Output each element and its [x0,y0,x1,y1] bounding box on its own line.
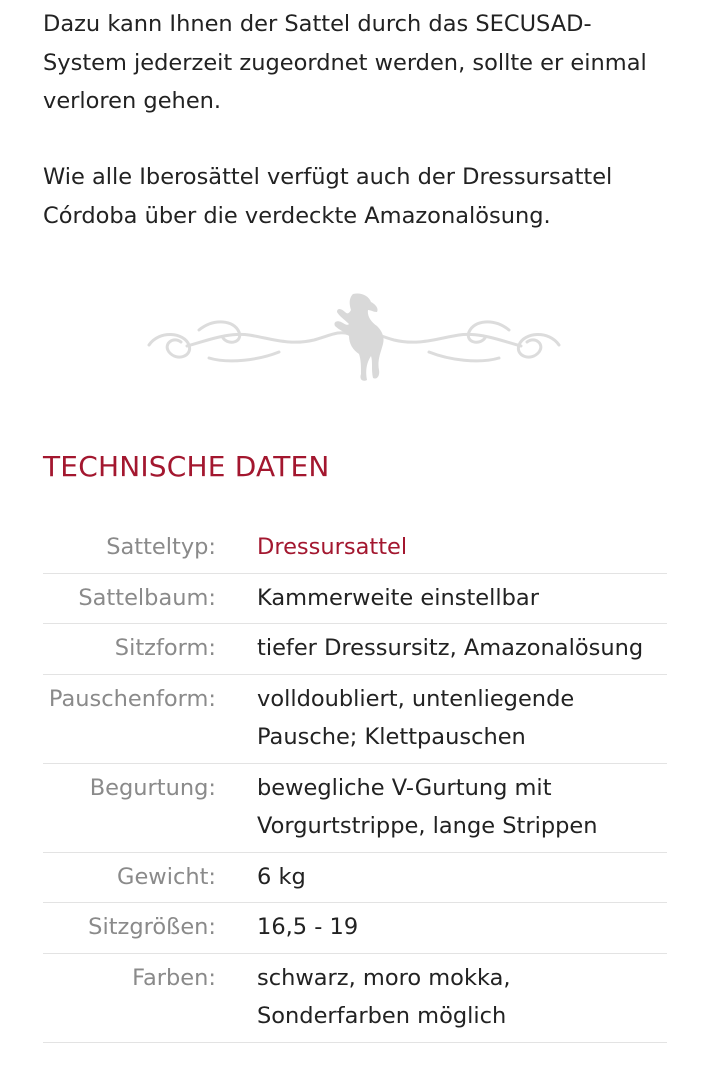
intro-paragraph-amazonaloesung: Wie alle Iberosättel verfügt auch der Dressursattel Córdoba über die verdeckte Amazonalösung. [43,164,613,229]
table-row [43,763,667,852]
spec-value-sattelbaum: Kammerweite einstellbar [257,573,667,624]
spec-value-begurtung: bewegliche V-Gurtung mit Vorgurtstrippe, lange Strippen [257,763,667,852]
spec-label-pauschenform: Pauschenform: [43,674,257,763]
horse-scroll-ornament-icon [139,290,569,385]
table-row [43,674,667,763]
spec-label-gewicht: Gewicht: [43,852,257,903]
table-row [43,852,667,903]
spec-value-farben: schwarz, moro mokka, Sonderfarben möglich [257,953,667,1042]
spec-label-sitzform: Sitzform: [43,624,257,675]
spec-value-gewicht: 6 kg [257,852,667,903]
table-row [43,573,667,624]
spec-label-sattelbaum: Sattelbaum: [43,573,257,624]
spec-label-begurtung: Begurtung: [43,763,257,852]
technical-data-heading: TECHNISCHE DATEN [43,450,330,483]
spec-value-sitzform: tiefer Dressursitz, Amazonalösung [257,624,667,675]
table-row [43,523,667,573]
technical-data-table [43,523,667,1043]
intro-paragraph-secusad: Dazu kann Ihnen der Sattel durch das SECUSAD-System jederzeit zugeordnet werden, sollte er einmal verloren gehen. [43,11,647,114]
spec-label-farben: Farben: [43,953,257,1042]
table-row [43,953,667,1042]
spec-value-satteltyp[interactable]: Dressursattel [257,523,667,573]
table-row [43,903,667,954]
table-row [43,624,667,675]
spec-label-sitzgroessen: Sitzgrößen: [43,903,257,954]
spec-value-pauschenform: volldoubliert, untenliegende Pausche; Klettpauschen [257,674,667,763]
spec-label-satteltyp: Satteltyp: [43,523,257,573]
spec-value-sitzgroessen: 16,5 - 19 [257,903,667,954]
